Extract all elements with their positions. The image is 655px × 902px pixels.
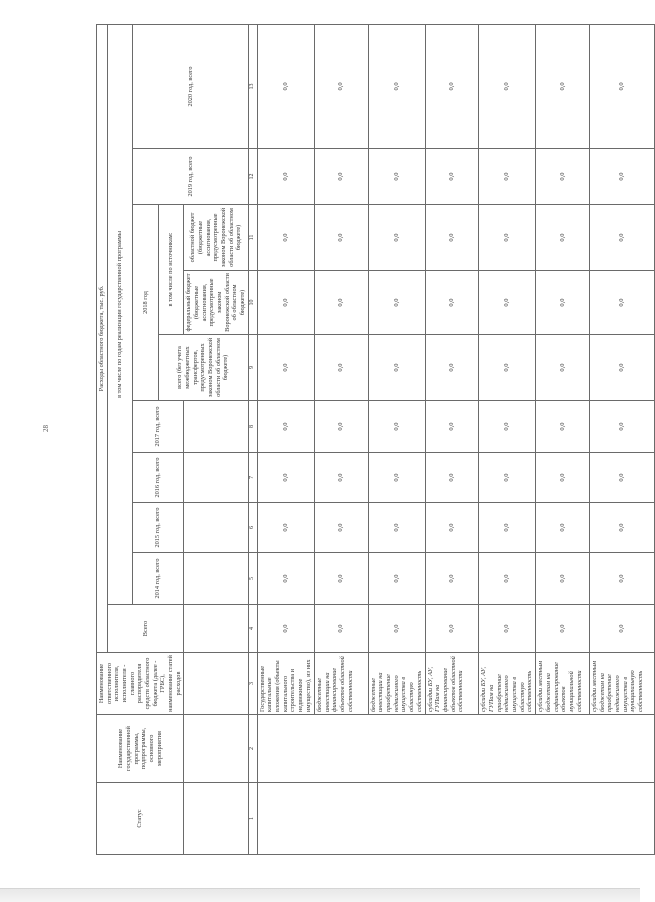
value-cell: 0,0 bbox=[368, 503, 425, 553]
value-cell: 0,0 bbox=[315, 503, 369, 553]
column-number: 6 bbox=[248, 503, 257, 553]
value-cell: 0,0 bbox=[479, 271, 536, 335]
header-total: Всего bbox=[107, 605, 184, 653]
status-cell bbox=[257, 783, 654, 855]
value-cell: 0,0 bbox=[589, 453, 654, 503]
value-cell: 0,0 bbox=[425, 335, 479, 401]
value-cell: 0,0 bbox=[425, 503, 479, 553]
value-cell: 0,0 bbox=[536, 605, 590, 653]
value-cell: 0,0 bbox=[368, 453, 425, 503]
value-cell: 0,0 bbox=[479, 335, 536, 401]
expense-item-label: субсидии БУ, АУ, ГУПам на финансирование объектов областной собственности bbox=[425, 653, 479, 715]
value-cell: 0,0 bbox=[479, 401, 536, 453]
value-cell: 0,0 bbox=[315, 205, 369, 271]
value-cell: 0,0 bbox=[479, 605, 536, 653]
value-cell: 0,0 bbox=[589, 271, 654, 335]
expense-item-label: Государственные капитальные вложения (объекты капитального строительства и недвижимое имущество), из них bbox=[257, 653, 314, 715]
value-cell: 0,0 bbox=[425, 401, 479, 453]
value-cell: 0,0 bbox=[257, 24, 314, 148]
value-cell: 0,0 bbox=[425, 605, 479, 653]
header-2018-group: 2018 год bbox=[133, 205, 159, 401]
header-program-cont bbox=[184, 715, 248, 783]
header-program-name: Наименование государственной программы, подпрограммы, основного мероприятия bbox=[97, 715, 184, 783]
header-2018-total: всего (без учета межбюджетных трансфертов, предусмотренных законом Воронежской области об областном бюджете) bbox=[158, 335, 248, 401]
value-cell: 0,0 bbox=[589, 335, 654, 401]
column-number: 13 bbox=[248, 24, 257, 148]
header-2019: 2019 год, всего bbox=[133, 149, 249, 205]
expense-item-label: субсидии местным бюджетам на софинансирование объектов муниципальной собственности bbox=[536, 653, 590, 715]
value-cell: 0,0 bbox=[536, 205, 590, 271]
expense-item-label: бюджетные инвестиции на финансирование объектов областной собственности bbox=[315, 653, 369, 715]
value-cell: 0,0 bbox=[257, 271, 314, 335]
column-number: 1 bbox=[248, 783, 257, 855]
column-number: 7 bbox=[248, 453, 257, 503]
column-number: 10 bbox=[248, 271, 257, 335]
header-by-source: в том числе по источникам: bbox=[158, 205, 184, 335]
value-cell: 0,0 bbox=[479, 553, 536, 605]
value-cell: 0,0 bbox=[536, 24, 590, 148]
header-expenses-title: Расходы областного бюджета, тыс. руб. bbox=[97, 24, 108, 652]
value-cell: 0,0 bbox=[315, 335, 369, 401]
value-cell: 0,0 bbox=[368, 271, 425, 335]
value-cell: 0,0 bbox=[315, 605, 369, 653]
value-cell: 0,0 bbox=[589, 24, 654, 148]
value-cell: 0,0 bbox=[589, 605, 654, 653]
table-row bbox=[257, 24, 314, 854]
value-cell: 0,0 bbox=[536, 149, 590, 205]
value-cell: 0,0 bbox=[257, 503, 314, 553]
header-2014: 2014 год, всего bbox=[133, 553, 184, 605]
value-cell: 0,0 bbox=[536, 453, 590, 503]
value-cell: 0,0 bbox=[479, 24, 536, 148]
expense-item-label: бюджетные инвестиции на приобретение недвижимого имущества в областную собственность bbox=[368, 653, 425, 715]
value-cell: 0,0 bbox=[589, 401, 654, 453]
value-cell: 0,0 bbox=[589, 553, 654, 605]
budget-table bbox=[96, 24, 655, 855]
page-number: 28 bbox=[42, 425, 50, 432]
value-cell: 0,0 bbox=[479, 149, 536, 205]
value-cell: 0,0 bbox=[315, 24, 369, 148]
value-cell: 0,0 bbox=[536, 553, 590, 605]
value-cell: 0,0 bbox=[536, 401, 590, 453]
header-2017: 2017 год, всего bbox=[133, 401, 184, 453]
value-cell: 0,0 bbox=[315, 553, 369, 605]
value-cell: 0,0 bbox=[257, 149, 314, 205]
value-cell: 0,0 bbox=[425, 453, 479, 503]
header-executor: Наименование ответственного исполнителя, исполнителя - главного распорядителя средств областного бюджета (далее - ГРБС), наименование статей расходов bbox=[97, 653, 184, 715]
rotated-table-wrapper bbox=[96, 25, 644, 855]
value-cell: 0,0 bbox=[368, 605, 425, 653]
value-cell: 0,0 bbox=[315, 149, 369, 205]
column-number: 8 bbox=[248, 401, 257, 453]
value-cell: 0,0 bbox=[257, 205, 314, 271]
header-2017-cont bbox=[184, 401, 248, 453]
header-2016-cont bbox=[184, 453, 248, 503]
table-data-body bbox=[257, 24, 654, 854]
value-cell: 0,0 bbox=[589, 205, 654, 271]
value-cell: 0,0 bbox=[315, 401, 369, 453]
header-regional: областной бюджет (бюджетные ассигнования, предусмотренные законом Воронежской области об областном бюджете) bbox=[184, 205, 248, 271]
value-cell: 0,0 bbox=[425, 271, 479, 335]
value-cell: 0,0 bbox=[536, 335, 590, 401]
value-cell: 0,0 bbox=[368, 24, 425, 148]
column-number: 9 bbox=[248, 335, 257, 401]
scan-bottom-edge bbox=[0, 888, 640, 902]
expense-item-label: субсидии местным бюджетам на приобретение недвижимого имущества в муниципальную собственность bbox=[589, 653, 654, 715]
value-cell: 0,0 bbox=[257, 453, 314, 503]
value-cell: 0,0 bbox=[536, 271, 590, 335]
value-cell: 0,0 bbox=[257, 401, 314, 453]
value-cell: 0,0 bbox=[536, 503, 590, 553]
column-number-row bbox=[248, 24, 257, 854]
value-cell: 0,0 bbox=[368, 205, 425, 271]
value-cell: 0,0 bbox=[425, 205, 479, 271]
column-number: 11 bbox=[248, 205, 257, 271]
value-cell: 0,0 bbox=[479, 503, 536, 553]
header-2014-cont bbox=[184, 553, 248, 605]
value-cell: 0,0 bbox=[257, 335, 314, 401]
header-executor-cont bbox=[184, 653, 248, 715]
header-2015-cont bbox=[184, 503, 248, 553]
column-number: 12 bbox=[248, 149, 257, 205]
value-cell: 0,0 bbox=[257, 605, 314, 653]
header-status: Статус bbox=[97, 783, 184, 855]
header-federal: федеральный бюджет (бюджетные ассигнования, предусмотренные законом Воронежской области об областном бюджете) bbox=[184, 271, 248, 335]
value-cell: 0,0 bbox=[315, 271, 369, 335]
column-number: 4 bbox=[248, 605, 257, 653]
value-cell: 0,0 bbox=[589, 149, 654, 205]
value-cell: 0,0 bbox=[425, 149, 479, 205]
column-number: 3 bbox=[248, 653, 257, 715]
column-number: 2 bbox=[248, 715, 257, 783]
header-2016: 2016 год, всего bbox=[133, 453, 184, 503]
value-cell: 0,0 bbox=[368, 401, 425, 453]
expense-item-label: субсидии БУ, АУ, ГУПам на приобретение недвижимого имущества в областную собственность bbox=[479, 653, 536, 715]
value-cell: 0,0 bbox=[368, 149, 425, 205]
value-cell: 0,0 bbox=[479, 453, 536, 503]
header-including-program: в том числе по годам реализации государственной программы bbox=[107, 24, 133, 604]
value-cell: 0,0 bbox=[425, 553, 479, 605]
value-cell: 0,0 bbox=[479, 205, 536, 271]
header-2020: 2020 год, всего bbox=[133, 24, 249, 148]
program-name-cell bbox=[257, 715, 654, 783]
value-cell: 0,0 bbox=[368, 335, 425, 401]
value-cell: 0,0 bbox=[257, 553, 314, 605]
header-total-cont bbox=[184, 605, 248, 653]
header-2015: 2015 год, всего bbox=[133, 503, 184, 553]
header-status-cont bbox=[184, 783, 248, 855]
column-number: 5 bbox=[248, 553, 257, 605]
value-cell: 0,0 bbox=[368, 553, 425, 605]
value-cell: 0,0 bbox=[589, 503, 654, 553]
value-cell: 0,0 bbox=[315, 453, 369, 503]
value-cell: 0,0 bbox=[425, 24, 479, 148]
